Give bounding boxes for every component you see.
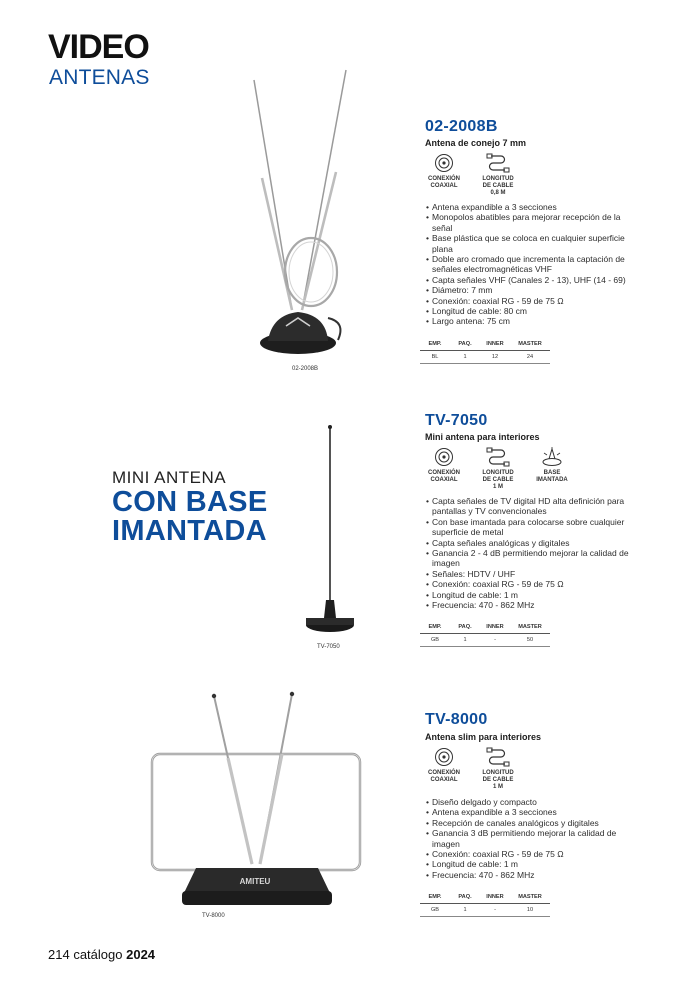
table-header: PAQ. [450, 894, 480, 904]
cable-icon [485, 747, 511, 767]
table-cell: 24 [526, 354, 534, 360]
table-header: MASTER [510, 341, 550, 351]
table-header: EMP. [420, 894, 450, 904]
product-code: TV-7050 [425, 412, 488, 429]
product-subtitle: Antena de conejo 7 mm [425, 138, 527, 148]
table-rule [420, 916, 550, 917]
feature-item: • Antena expandible a 3 secciones [425, 202, 635, 212]
feature-item: • Monopolos abatibles para mejorar recepción de la señal [425, 212, 635, 233]
feature-item: • Ganancia 3 dB permitiendo mejorar la calidad de imagen [425, 828, 635, 849]
spec-label-cable: LONGITUD DE CABLE 1 M [482, 770, 514, 790]
spec-label-magnet: BASE IMANTADA [536, 470, 568, 483]
table-header: EMP. [420, 624, 450, 634]
cable-icon [485, 447, 511, 467]
page-number: 214 [48, 947, 70, 962]
packaging-table [420, 894, 550, 913]
spec-coaxial [421, 447, 467, 491]
table-header: PAQ. [450, 624, 480, 634]
feature-heading-bold: CON BASE [112, 486, 268, 518]
coaxial-icon [434, 447, 454, 467]
feature-item: • Capta señales VHF (Canales 2 - 13), UHF (14 - 69) [425, 275, 635, 285]
feature-item: • Diámetro: 7 mm [425, 285, 635, 295]
feature-item: • Capta señales analógicas y digitales [425, 538, 635, 548]
feature-item: • Con base imantada para colocarse sobre cualquier superficie de metal [425, 517, 635, 538]
feature-heading-bold: IMANTADA [112, 515, 267, 547]
feature-item: • Longitud de cable: 1 m [425, 859, 635, 869]
feature-item: • Frecuencia: 470 - 862 MHz [425, 870, 635, 880]
product-code: TV-8000 [425, 711, 488, 728]
feature-item: • Base plástica que se coloca en cualquier superficie plana [425, 233, 635, 254]
feature-list [425, 797, 635, 880]
image-caption: TV-8000 [202, 913, 225, 919]
table-cell: 12 [491, 354, 499, 360]
spec-label-cable: LONGITUD DE CABLE 0,8 M [482, 176, 514, 196]
spec-label-coaxial: CONEXIÓN COAXIAL [427, 176, 460, 189]
section-title: VIDEO [48, 28, 149, 66]
feature-item: • Conexión: coaxial RG - 59 de 75 Ω [425, 579, 635, 589]
table-header: PAQ. [450, 341, 480, 351]
feature-item: • Capta señales de TV digital HD alta definición para pantallas y TV convencionales [425, 496, 635, 517]
section-subtitle: ANTENAS [49, 66, 150, 89]
feature-item: • Diseño delgado y compacto [425, 797, 635, 807]
spec-cable [475, 447, 521, 491]
feature-item: • Recepción de canales analógicos y digitales [425, 818, 635, 828]
table-cell: GB [430, 637, 440, 643]
feature-item: • Ganancia 2 - 4 dB permitiendo mejorar la calidad de imagen [425, 548, 635, 569]
coaxial-icon [434, 153, 454, 173]
feature-item: • Antena expandible a 3 secciones [425, 807, 635, 817]
product-image-tv-8000 [148, 688, 368, 913]
feature-list [425, 202, 635, 327]
feature-list [425, 496, 635, 610]
product-subtitle: Antena slim para interiores [425, 732, 542, 742]
spec-magnet [529, 447, 575, 491]
spec-cable [475, 153, 521, 197]
page-footer [48, 947, 155, 962]
cable-icon [485, 153, 511, 173]
brand-logo: AMITEU [239, 877, 271, 886]
catalog-year: 2024 [126, 947, 156, 962]
spec-label-coaxial: CONEXIÓN COAXIAL [427, 770, 460, 783]
feature-item: • Largo antena: 75 cm [425, 316, 635, 326]
feature-item: • Longitud de cable: 1 m [425, 590, 635, 600]
table-header: INNER [480, 894, 510, 904]
product-code: 02-2008B [425, 118, 498, 135]
table-header: MASTER [510, 624, 550, 634]
feature-item: • Señales: HDTV / UHF [425, 569, 635, 579]
table-cell: - [494, 637, 496, 643]
table-rule [420, 646, 550, 647]
product-image-02-2008b [240, 60, 380, 360]
spec-coaxial [421, 153, 467, 197]
product-image-tv-7050 [300, 420, 360, 640]
table-cell: 10 [526, 907, 534, 913]
coaxial-icon [434, 747, 454, 767]
table-cell: 50 [526, 637, 534, 643]
feature-item: • Conexión: coaxial RG - 59 de 75 Ω [425, 849, 635, 859]
table-cell: BL [431, 354, 439, 360]
table-cell: 1 [463, 637, 467, 643]
table-cell: 1 [463, 354, 467, 360]
feature-item: • Frecuencia: 470 - 862 MHz [425, 600, 635, 610]
catalog-label: catálogo [73, 947, 123, 962]
spec-icons [421, 447, 575, 491]
image-caption: 02-2008B [292, 366, 319, 372]
spec-label-cable: LONGITUD DE CABLE 1 M [482, 470, 514, 490]
spec-cable [475, 747, 521, 791]
table-cell: 1 [463, 907, 467, 913]
table-header: INNER [480, 341, 510, 351]
packaging-table [420, 341, 550, 360]
image-caption: TV-7050 [317, 644, 340, 650]
table-rule [420, 363, 550, 364]
table-header: EMP. [420, 341, 450, 351]
magnet-base-icon [541, 447, 563, 467]
feature-heading: MINI ANTENA [112, 468, 227, 487]
spec-icons [421, 153, 521, 197]
table-header: INNER [480, 624, 510, 634]
spec-coaxial [421, 747, 467, 791]
spec-label-coaxial: CONEXIÓN COAXIAL [427, 470, 460, 483]
product-subtitle: Mini antena para interiores [425, 432, 540, 442]
table-cell: - [494, 907, 496, 913]
spec-icons [421, 747, 521, 791]
feature-item: • Longitud de cable: 80 cm [425, 306, 635, 316]
packaging-table [420, 624, 550, 643]
feature-item: • Conexión: coaxial RG - 59 de 75 Ω [425, 296, 635, 306]
table-header: MASTER [510, 894, 550, 904]
feature-item: • Doble aro cromado que incrementa la captación de señales electromagnéticas VHF [425, 254, 635, 275]
table-cell: GB [430, 907, 440, 913]
